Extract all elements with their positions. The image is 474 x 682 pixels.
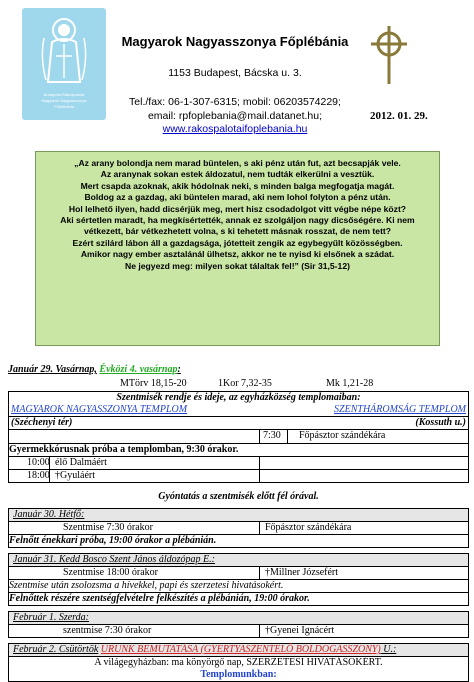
website-row [110,123,360,135]
confession-note: Gyóntatás a szentmisék előtt fél órával. [158,491,319,502]
mass-time: 10:00 [27,457,50,468]
reading-1: MTörv 18,15-20 [120,378,187,389]
quote-line: vétkezett, bár vétkezhetett volna, s ki tehetett másnak rosszat, de nem tett? [83,226,392,237]
day-title: Január 30. Hétfő: [9,509,468,521]
day-block-monday [8,508,469,548]
mass-time: Szentmise 7:30 órakor [63,522,153,533]
website-link[interactable]: www.rakospalotaifoplebania.hu [162,123,308,135]
day-note: Felnőttek részére szentségfelvételre felkészítés a plébánián, 19:00 órakor. [9,592,468,605]
mass-intention: †Millner Józsefért [265,567,339,578]
quote-line: Az aranynak sokan estek áldozatul, nem tudták elkerülni a vesztük. [100,169,375,180]
mass-time: 7:30 [263,430,281,441]
church-left-location: (Széchenyi tér) [11,417,73,428]
sunday-table [8,391,469,483]
quote-line: Amikor nagy ember asztalánál ülhetsz, akkor ne te nyisd ki elsőnek a szádat. [80,249,395,260]
day-block-thursday [8,643,469,682]
day-note: Felnőtt énekkari próba, 19:00 órakor a plébánián. [9,534,468,547]
bulletin-date: 2012. 01. 29. [370,110,428,122]
day-block-wednesday [8,611,469,638]
table-row [9,624,468,637]
day-title: Február 2. Csütörtök [13,644,99,655]
churches-row [9,404,468,416]
page-title: Magyarok Nagyasszonya Főplébánia [121,34,349,49]
table-row [9,521,468,534]
table-row [9,429,468,443]
liturgical-day: Évközi 4. vasárnap [99,364,178,375]
phone-line: Tel./fax: 06-1-307-6315; mobil: 06203574229; [129,96,341,108]
day-extra: Szentmise után zsolozsma a hívekkel, papi és szerzetesi hivatásokért. [9,579,468,592]
logo-line: Magyarok Nagyasszonya [41,98,87,103]
table-row [9,469,468,482]
choir-rehearsal: Gyermekkórusnak próba a templomban, 9:30 órakor. [9,443,468,456]
quote-line: Ezért szilárd lábon áll a gazdagsága, jótetteit zengik az egybegyűlt közösségben. [72,237,403,248]
feast-name: URUNK BEMUTATÁSA (GYERTYASZENTELŐ BOLDOGASSZONY) [100,644,381,655]
church-left-name: MAGYAROK NAGYASSZONYA TEMPLOM [11,404,188,415]
mass-time: Szentmise 18:00 órakor [63,567,158,578]
church-subheading: Templomunkban: [200,669,277,680]
address: 1153 Budapest, Bácska u. 3. [168,67,302,79]
day-title: Február 1. Szerda: [9,612,468,624]
quote-line: Boldog az a gazdag, aki büntelen marad, aki nem lohol folyton a pénz után. [84,192,391,203]
mass-intention: †Gyenei Ignácért [265,625,335,636]
mass-intention: élő Dalmáért [55,457,107,468]
quote-line: Aki sértetlen maradt, ha megkísértették, annak ez szolgáljon nagy dicsőségére. Ki nem [60,215,415,226]
day-title: Január 31. Kedd Bosco Szent János áldozópap E.: [9,554,468,566]
email-line: email: rpfoplebania@mail.datanet.hu; [147,110,323,122]
reading-2: 1Kor 7,32-35 [218,378,272,389]
day-title-row: Február 2. Csütörtök URUNK BEMUTATÁSA (GYERTYASZENTELŐ BOLDOGASSZONY) Ü.: [9,644,468,656]
day-block-tuesday [8,553,469,606]
mass-intention: Főpásztor szándékára [299,430,386,441]
logo-line: Budapest-Rákospalota [43,92,85,97]
readings-row [8,378,469,390]
table-row [9,566,468,579]
church-locations-row [9,416,468,429]
sunday-date: Január 29. Vasárnap, [8,364,97,375]
reading-3: Mk 1,21-28 [326,378,374,389]
celtic-cross-icon [364,22,414,86]
quote-line: Mert csapda azoknak, akik hódolnak neki, s minden balga megfogatja magát. [80,180,395,191]
quote-line: „Az arany bolondja nem marad büntelen, s aki pénz után fut, azt becsapják vele. [74,158,401,168]
madonna-icon [22,8,106,92]
sunday-header: Január 29. Vasárnap, Évközi 4. vasárnap: [8,364,181,375]
church-right-name: SZENTHÁROMSÁG TEMPLOM [334,404,466,415]
quote-line: Ne jegyezd meg: milyen sokat tálaltak fel!” (Sir 31,5-12) [125,260,350,271]
masses-heading: Szentmisék rendje és ideje, az egyházközség templomaiban: [116,392,361,403]
logo-line: Főplébánia [54,104,74,109]
quote-line: Hol lelhető ilyen, hadd dicsérjük meg, mert hisz csodadolgot vitt végbe népe közt? [68,203,407,214]
mass-time: szentmise 7:30 órakor [63,625,152,636]
mass-schedule [8,352,469,682]
scripture-quote-box [35,151,440,346]
table-row [9,456,468,469]
church-right-location: (Kossuth u.) [415,417,466,428]
parish-logo [22,8,106,120]
mass-time: 18:00 [27,470,50,481]
mass-intention: †Gyuláért [55,470,95,481]
mass-intention: Főpásztor szándékára [265,522,352,533]
day-extra: A világegyházban: ma könyörgő nap, SZERZETESI HIVATÁSOKÉRT. [9,656,468,669]
